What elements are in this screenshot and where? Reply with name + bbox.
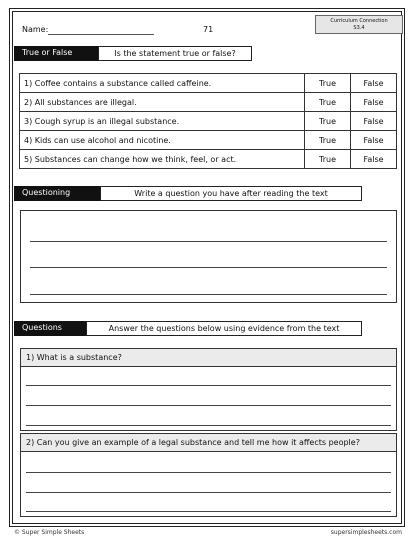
false-option[interactable]: False (351, 112, 397, 131)
true-option[interactable]: True (305, 93, 351, 112)
page-number: 71 (203, 25, 214, 34)
questions-prompt: Answer the questions below using evidence from the text (86, 321, 362, 336)
statement-text: 3) Cough syrup is an illegal substance. (20, 112, 305, 131)
answer-line (26, 425, 391, 426)
statement-text: 2) All substances are illegal. (20, 93, 305, 112)
answer-line (26, 492, 391, 493)
question-1-text: 1) What is a substance? (21, 349, 396, 367)
answer-line (26, 405, 391, 406)
true-option[interactable]: True (305, 112, 351, 131)
writing-line (30, 294, 387, 295)
true-false-row (20, 74, 397, 93)
true-option[interactable]: True (305, 131, 351, 150)
true-false-row (20, 112, 397, 131)
footer-copyright: © Super Simple Sheets (14, 529, 85, 536)
statement-text: 4) Kids can use alcohol and nicotine. (20, 131, 305, 150)
false-option[interactable]: False (351, 131, 397, 150)
false-option[interactable]: False (351, 74, 397, 93)
footer-website: supersimplesheets.com (330, 529, 402, 536)
answer-box-1[interactable] (20, 348, 397, 431)
answer-box-2[interactable] (20, 433, 397, 517)
true-option[interactable]: True (305, 74, 351, 93)
true-option[interactable]: True (305, 150, 351, 169)
true-false-table (19, 73, 397, 169)
name-label: Name: (22, 25, 49, 34)
curriculum-connection-title: Curriculum Connection (330, 18, 388, 24)
true-false-tab: True or False (14, 46, 98, 61)
true-false-row (20, 93, 397, 112)
statement-text: 1) Coffee contains a substance called caffeine. (20, 74, 305, 93)
curriculum-connection-box (315, 15, 403, 34)
false-option[interactable]: False (351, 93, 397, 112)
answer-line (26, 472, 391, 473)
question-writing-box[interactable] (20, 210, 397, 303)
true-false-row (20, 131, 397, 150)
curriculum-connection-code: S3.4 (353, 25, 365, 31)
questioning-tab: Questioning (14, 186, 100, 201)
writing-line (30, 241, 387, 242)
question-2-text: 2) Can you give an example of a legal substance and tell me how it affects people? (21, 434, 396, 452)
writing-line (30, 267, 387, 268)
answer-line (26, 511, 391, 512)
true-false-row (20, 150, 397, 169)
answer-line (26, 385, 391, 386)
true-false-prompt: Is the statement true or false? (98, 46, 252, 61)
questions-tab: Questions (14, 321, 86, 336)
false-option[interactable]: False (351, 150, 397, 169)
statement-text: 5) Substances can change how we think, feel, or act. (20, 150, 305, 169)
name-field[interactable] (48, 34, 154, 35)
questioning-prompt: Write a question you have after reading the text (100, 186, 362, 201)
